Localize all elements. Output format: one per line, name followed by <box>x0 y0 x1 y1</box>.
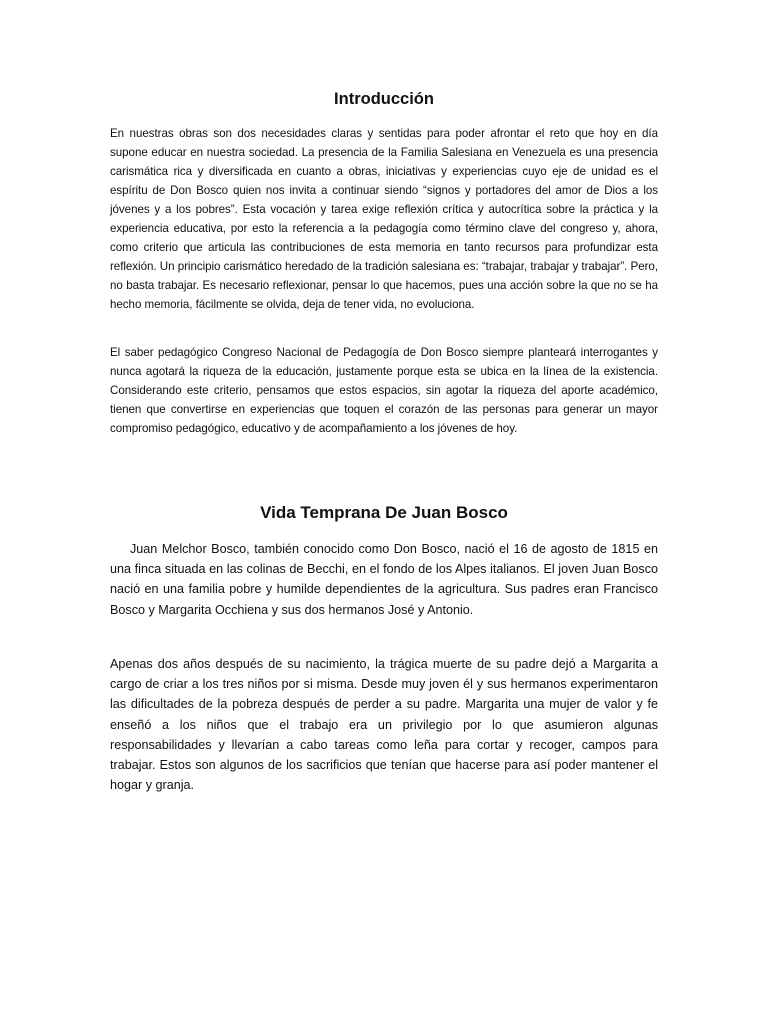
vida-temprana-paragraph-1: Juan Melchor Bosco, también conocido como Don Bosco, nació el 16 de agosto de 1815 en una finca situada en las colinas de Becchi, en el fondo de los Alpes italianos. El joven Juan Bosco nació en una familia pobre y humilde dependientes de la agricultura. Sus padres eran Francisco Bosco y Margarita Occhiena y sus dos hermanos José y Antonio. <box>110 542 658 617</box>
introduccion-paragraph-2: El saber pedagógico Congreso Nacional de Pedagogía de Don Bosco siempre planteará interrogantes y nunca agotará la riqueza de la educación, justamente porque esta se ubica en la línea de la existencia. Considerando este criterio, pensamos que estos espacios, sin agotar la riqueza del aporte académico, tienen que convertirse en experiencias que toquen el corazón de las personas para generar un mayor compromiso pedagógico, educativo y de acompañamiento a los jóvenes de hoy. <box>110 346 658 435</box>
introduccion-paragraph-1: En nuestras obras son dos necesidades claras y sentidas para poder afrontar el reto que hoy en día supone educar en nuestra sociedad. La presencia de la Familia Salesiana en Venezuela es una presencia carismática rica y diversificada en cuanto a obras, iniciativas y experiencias cuyo eje de unidad es el espíritu de Don Bosco quien nos invita a continuar siendo “signos y portadores del amor de Dios a los jóvenes y a los pobres”. Esta vocación y tarea exige reflexión crítica y autocrítica sobre la práctica y la experiencia educativa, por esto la referencia a la pedagogía como término clave del congreso y, ahora, como criterio que articula las contribuciones de esta memoria en tanto recursos para profundizar esta reflexión. Un principio carismático heredado de la tradición salesiana es: “trabajar, trabajar y trabajar”. Pero, no basta trabajar. Es necesario reflexionar, pensar lo que hacemos, pues una acción sobre la que no se ha hecho memoria, fácilmente se olvida, deja de tener vida, no evoluciona. <box>110 127 658 311</box>
introduccion-heading: Introducción <box>334 90 434 108</box>
vida-temprana-paragraph-2: Apenas dos años después de su nacimiento, la trágica muerte de su padre dejó a Margarita a cargo de criar a los tres niños por si misma. Desde muy joven él y sus hermanos experimentaron las dificultades de la pobreza después de perder a su padre. Margarita una mujer de valor y fe enseñó a los niños que el trabajo era un privilegio por lo que asumieron algunas responsabilidades y llevarían a cabo tareas como leña para cortar y recoger, campos para trabajar. Estos son algunos de los sacrificios que tenían que hacerse para así poder mantener el hogar y granja. <box>110 657 658 793</box>
vida-temprana-heading: Vida Temprana De Juan Bosco <box>260 503 508 522</box>
